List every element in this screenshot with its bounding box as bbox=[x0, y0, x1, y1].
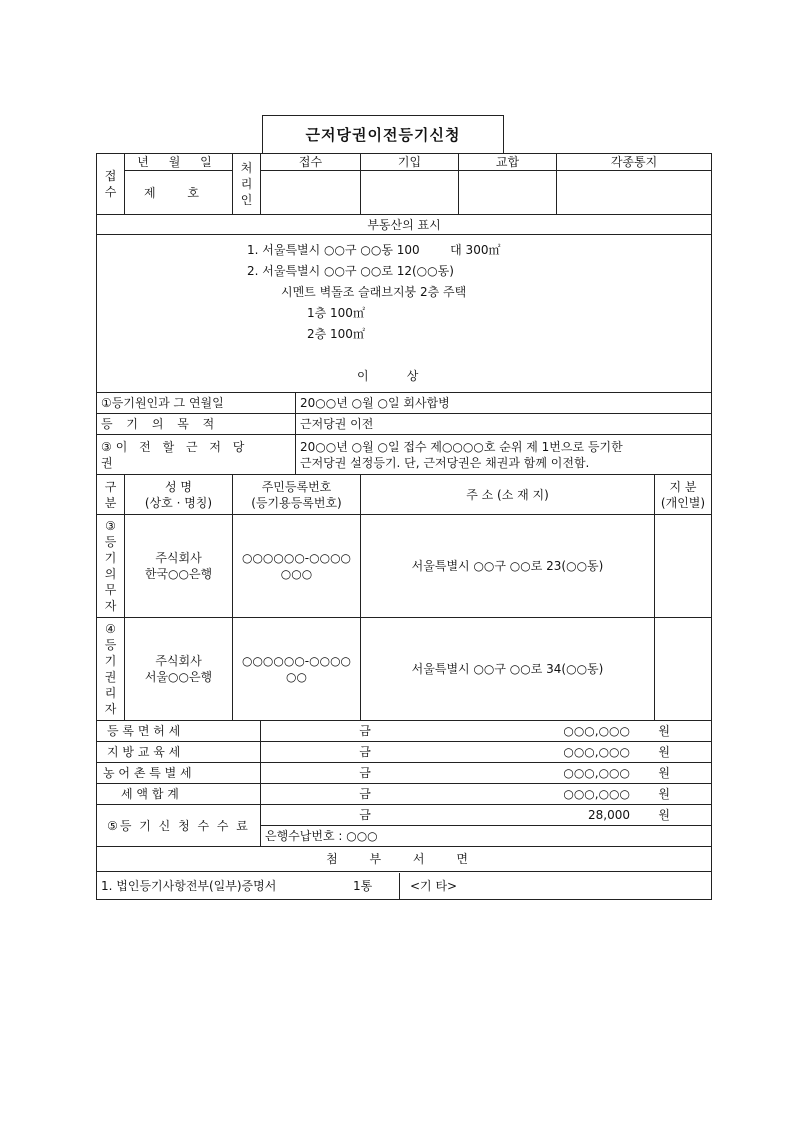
obligee-address[interactable]: 서울특별시 ○○구 ○○로 34(○○동) bbox=[361, 618, 655, 721]
mortgage-label: ③이 전 할 근 저 당 권 bbox=[97, 435, 296, 475]
tax-label-education: 지 방 교 육 세 bbox=[97, 742, 261, 763]
entry-cell[interactable] bbox=[361, 171, 459, 215]
obligor-label: ③ 등 기 의 무 자 bbox=[97, 515, 125, 618]
tax-value-total[interactable]: 금 ○○○,○○○ 원 bbox=[261, 784, 712, 805]
obligor-id[interactable]: ○○○○○○-○○○○ ○○○ bbox=[233, 515, 361, 618]
attachments-header: 첨 부 서 면 bbox=[97, 847, 712, 872]
col-entry: 기입 bbox=[361, 154, 459, 171]
property-end-mark: 이 상 bbox=[357, 369, 419, 383]
parties-name-header: 성 명 (상호 · 명칭) bbox=[125, 475, 233, 515]
attachment-divider bbox=[399, 873, 400, 899]
obligor-share[interactable] bbox=[655, 515, 712, 618]
cause-label: ①등기원인과 그 연월일 bbox=[97, 393, 296, 414]
obligee-share[interactable] bbox=[655, 618, 712, 721]
tax-value-education[interactable]: 금 ○○○,○○○ 원 bbox=[261, 742, 712, 763]
property-line-5: 2층 100㎡ bbox=[307, 327, 365, 341]
attachment-row bbox=[97, 872, 712, 900]
property-line-2: 2. 서울특별시 ○○구 ○○로 12(○○동) bbox=[247, 264, 454, 278]
receipt-date-label: 년 월 일 bbox=[125, 154, 233, 171]
parties-share-header: 지 분 (개인별) bbox=[655, 475, 712, 515]
application-form-table bbox=[96, 153, 712, 900]
purpose-value[interactable]: 근저당권 이전 bbox=[296, 414, 712, 435]
col-notices: 각종통지 bbox=[557, 154, 712, 171]
property-line-4: 1층 100㎡ bbox=[307, 306, 365, 320]
property-line-1: 1. 서울특별시 ○○구 ○○동 100 대 300㎡ bbox=[247, 243, 501, 257]
notices-cell[interactable] bbox=[557, 171, 712, 215]
fee-label: ⑤등 기 신 청 수 수 료 bbox=[97, 805, 261, 847]
receipt-cell[interactable] bbox=[261, 171, 361, 215]
bank-number[interactable]: 은행수납번호 : ○○○ bbox=[261, 826, 712, 847]
attachment-item-count: 1통 bbox=[353, 878, 373, 893]
obligor-address[interactable]: 서울특별시 ○○구 ○○로 23(○○동) bbox=[361, 515, 655, 618]
property-description bbox=[97, 235, 712, 393]
obligor-name[interactable]: 주식회사 한국○○은행 bbox=[125, 515, 233, 618]
fee-value[interactable]: 금 28,000 원 bbox=[261, 805, 712, 826]
obligee-id[interactable]: ○○○○○○-○○○○ ○○ bbox=[233, 618, 361, 721]
obligee-name[interactable]: 주식회사 서울○○은행 bbox=[125, 618, 233, 721]
tax-value-registration[interactable]: 금 ○○○,○○○ 원 bbox=[261, 721, 712, 742]
parties-id-header: 주민등록번호 (등기용등록번호) bbox=[233, 475, 361, 515]
property-line-blank bbox=[101, 345, 707, 366]
tax-value-rural[interactable]: 금 ○○○,○○○ 원 bbox=[261, 763, 712, 784]
mortgage-value[interactable]: 20○○년 ○월 ○일 접수 제○○○○호 순위 제 1번으로 등기한 근저당권 설정등기. 단, 근저당권은 채권과 함께 이전함. bbox=[296, 435, 712, 475]
process-label: 처 리 인 bbox=[233, 154, 261, 215]
form-title: 근저당권이전등기신청 bbox=[262, 115, 504, 153]
attachment-item-name: 1. 법인등기사항전부(일부)증명서 bbox=[101, 878, 277, 893]
cause-value[interactable]: 20○○년 ○월 ○일 회사합병 bbox=[296, 393, 712, 414]
col-check: 교합 bbox=[459, 154, 557, 171]
attachment-other: <기 타> bbox=[410, 878, 458, 893]
check-cell[interactable] bbox=[459, 171, 557, 215]
property-header: 부동산의 표시 bbox=[97, 215, 712, 235]
tax-label-registration: 등 록 면 허 세 bbox=[97, 721, 261, 742]
parties-gubun-header: 구 분 bbox=[97, 475, 125, 515]
parties-address-header: 주 소 (소 재 지) bbox=[361, 475, 655, 515]
receipt-number-label: 제 호 bbox=[125, 171, 233, 215]
obligee-label: ④ 등 기 권 리 자 bbox=[97, 618, 125, 721]
tax-label-rural: 농 어 촌 특 별 세 bbox=[97, 763, 261, 784]
col-receipt: 접수 bbox=[261, 154, 361, 171]
receipt-label: 접 수 bbox=[97, 154, 125, 215]
purpose-label: 등 기 의 목 적 bbox=[97, 414, 296, 435]
tax-label-total: 세 액 합 계 bbox=[97, 784, 261, 805]
property-line-3: 시멘트 벽돌조 슬래브지붕 2층 주택 bbox=[281, 285, 467, 299]
